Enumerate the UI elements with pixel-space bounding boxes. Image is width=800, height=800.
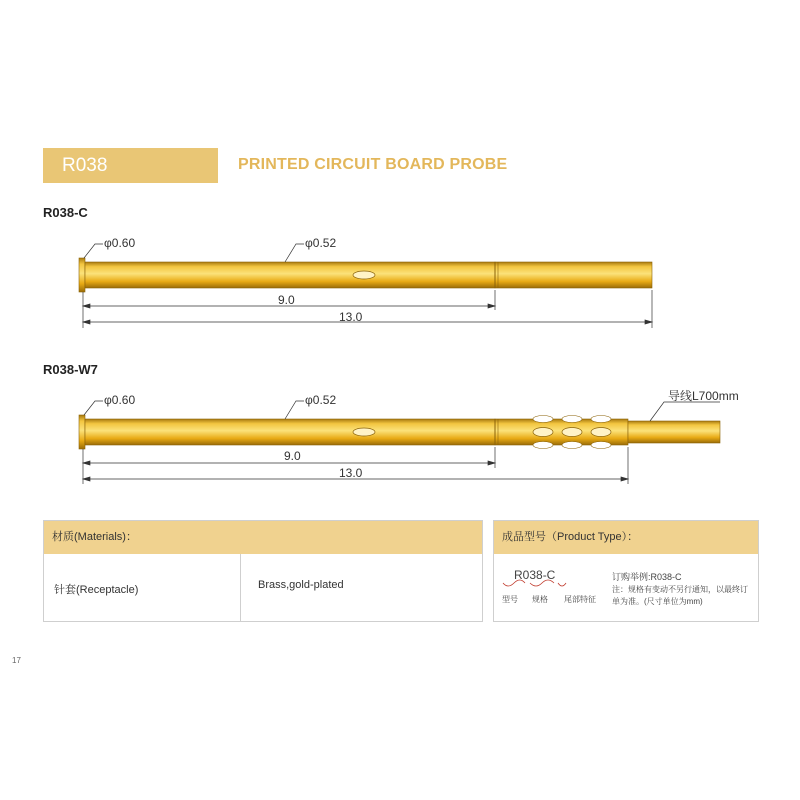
label-spec: 规格: [532, 595, 548, 604]
label-tail: 尾部特征: [564, 595, 596, 604]
probe-r038-c: [79, 258, 652, 292]
product-type-header: 成品型号（Product Type）：: [494, 521, 758, 554]
diameter-head-label: φ0.60: [104, 393, 136, 407]
lead-wire-label: 导线L700mm: [668, 389, 739, 403]
dimension-short-label: 9.0: [278, 293, 295, 307]
header-code: R038: [62, 155, 108, 176]
dimension-total-label: 13.0: [339, 466, 363, 480]
diameter-body-label: φ0.52: [305, 393, 337, 407]
leader-lines-r038-w7: [84, 401, 720, 421]
model-label-r038-w7: R038-W7: [43, 362, 98, 377]
materials-table: [43, 520, 483, 622]
model-label-r038-c: R038-C: [43, 205, 88, 220]
header-title: PRINTED CIRCUIT BOARD PROBE: [238, 156, 508, 173]
diameter-body-label: φ0.52: [305, 236, 337, 250]
probe-r038-w7: [79, 415, 720, 449]
product-type-table: [493, 520, 759, 622]
material-value: Brass,gold-plated: [258, 579, 344, 591]
label-type: 型号: [502, 595, 518, 604]
product-code: R038-C: [514, 568, 556, 582]
table-divider: [240, 554, 241, 621]
order-note: 注：规格有变动不另行通知，以最终订单为准。(尺寸单位为mm): [612, 585, 748, 606]
dimension-lines-r038-c: [83, 290, 652, 328]
materials-header: 材质(Materials)：: [44, 521, 482, 554]
page-number: 17: [12, 656, 21, 665]
order-example: 订购举例:R038-C: [612, 572, 682, 582]
diameter-head-label: φ0.60: [104, 236, 136, 250]
dimension-short-label: 9.0: [284, 449, 301, 463]
material-part: 针套(Receptacle): [54, 584, 139, 596]
dimension-total-label: 13.0: [339, 310, 363, 324]
